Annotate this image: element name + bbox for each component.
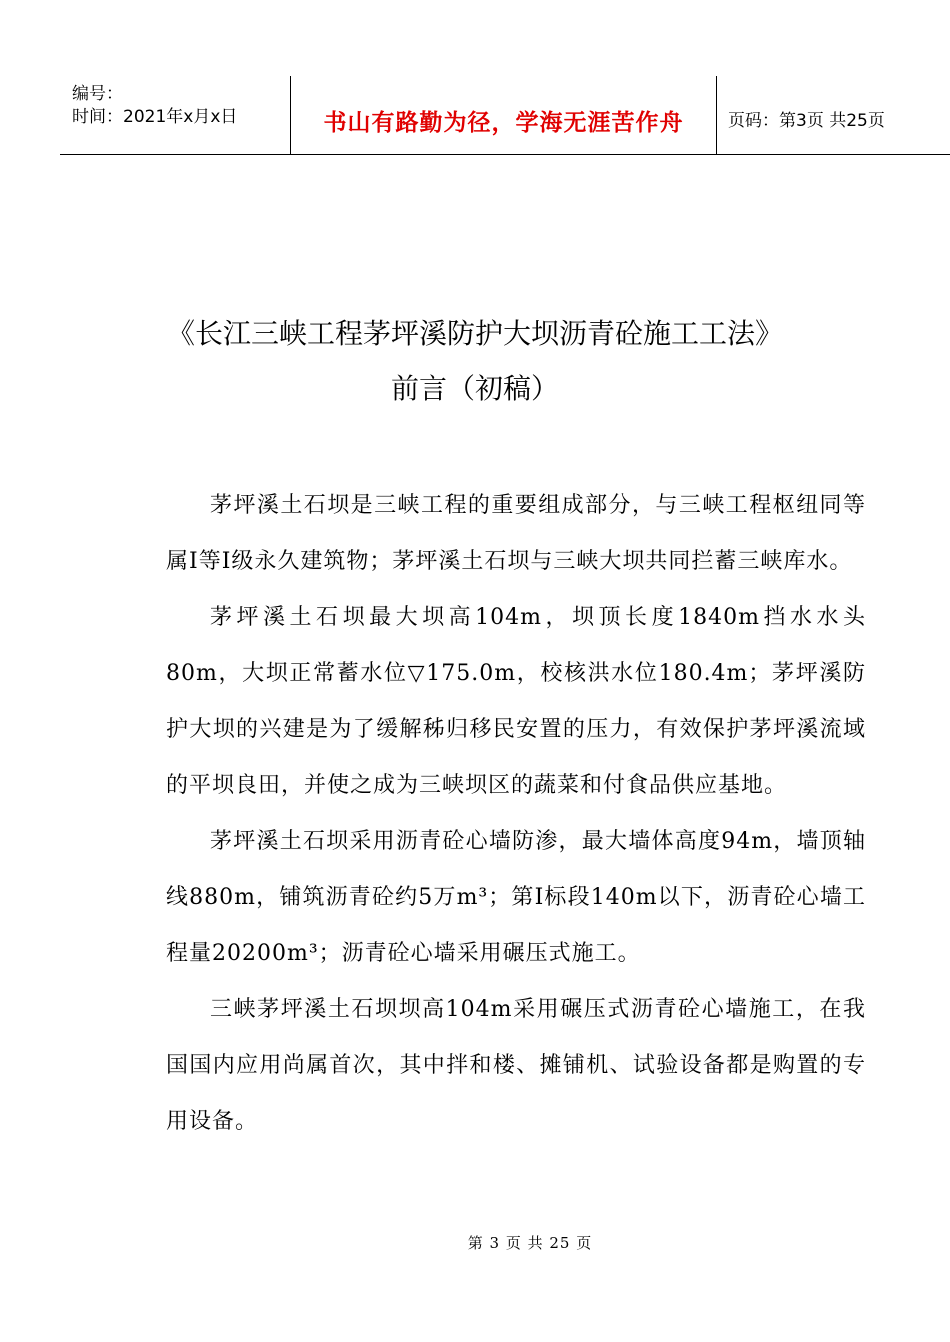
header-left-cell bbox=[60, 76, 290, 154]
page-footer: 第 3 页 共 25 页 bbox=[467, 1234, 593, 1252]
document-title: 《长江三峡工程茅坪溪防护大坝沥青砼施工工法》 bbox=[166, 317, 783, 350]
body-paragraph-2: 茅坪溪土石坝最大坝高104m，坝顶长度1840m挡水水头80m，大坝正常蓄水位▽175.0m，校核洪水位180.4m；茅坪溪防护大坝的兴建是为了缓解秭归移民安置的压力，有效保护茅坪溪流域的平坝良田，并使之成为三峡坝区的蔬菜和付食品供应基地。 bbox=[166, 605, 866, 798]
page-header bbox=[60, 76, 950, 155]
body-paragraph-3: 茅坪溪土石坝采用沥青砼心墙防渗，最大墙体高度94m，墙顶轴线880m，铺筑沥青砼约5万m³；第I标段140m以下，沥青砼心墙工程量20200m³；沥青砼心墙采用碾压式施工。 bbox=[166, 829, 866, 966]
body-paragraph-4: 三峡茅坪溪土石坝坝高104m采用碾压式沥青砼心墙施工，在我国国内应用尚属首次，其中拌和楼、摊铺机、试验设备都是购置的专用设备。 bbox=[166, 997, 866, 1134]
document-body bbox=[166, 478, 866, 1150]
header-page-label: 页码：第3页 共25页 bbox=[728, 111, 885, 131]
body-paragraph-1: 茅坪溪土石坝是三峡工程的重要组成部分，与三峡工程枢纽同等属I等I级永久建筑物；茅坪溪土石坝与三峡大坝共同拦蓄三峡库水。 bbox=[166, 493, 866, 574]
header-middle-cell bbox=[290, 76, 717, 154]
doc-time-label: 时间：2021年x月x日 bbox=[72, 107, 238, 127]
header-right-cell bbox=[716, 76, 950, 154]
document-subtitle: 前言（初稿） bbox=[390, 372, 559, 405]
doc-code-label: 编号： bbox=[72, 84, 123, 104]
header-motto: 书山有路勤为径，学海无涯苦作舟 bbox=[323, 110, 684, 136]
